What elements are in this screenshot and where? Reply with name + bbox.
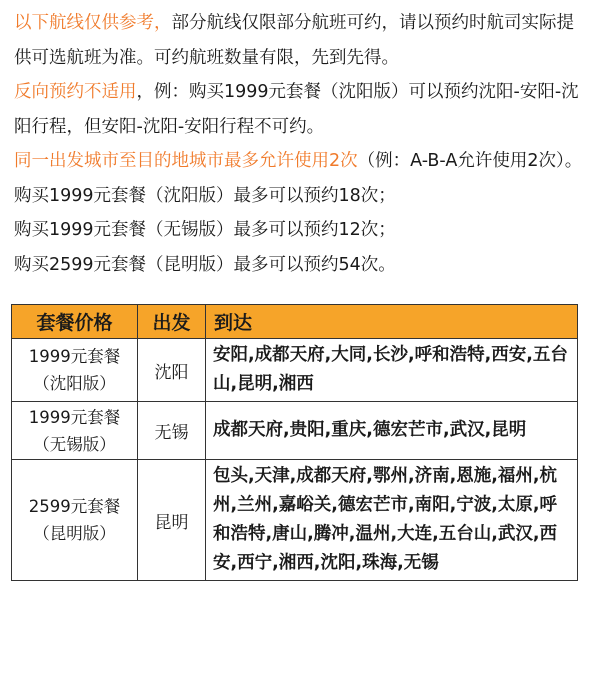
package-edition: （沈阳版） — [33, 374, 116, 393]
package-price-cell — [12, 402, 138, 460]
note-max-two-uses — [14, 144, 586, 179]
note-text: （例：A-B-A允许使用2次）。 — [357, 151, 583, 171]
note-text: 购买2599元套餐（昆明版）最多可以预约54次。 — [14, 254, 396, 275]
note-shenyang-limit — [14, 179, 586, 214]
note-kunming-limit — [14, 248, 586, 283]
booking-notes — [0, 0, 600, 282]
note-text: 购买1999元套餐（无锡版）最多可以预约12次； — [14, 220, 396, 240]
header-price: 套餐价格 — [12, 305, 138, 339]
table-row — [12, 402, 578, 460]
header-destination: 到达 — [206, 305, 578, 339]
note-highlight: 反向预约不适用 — [14, 82, 137, 102]
note-highlight: 以下航线仅供参考， — [14, 13, 172, 33]
destination-list: 成都天府,贵阳,重庆,德宏芒市,武汉,昆明 — [206, 402, 578, 460]
note-text: 部分航线仅限部分航班可约，请以预约时航司实际提供可选航班为准。可约航班数量有限，先到先得。 — [14, 13, 574, 68]
package-price: 1999元套餐 — [28, 347, 121, 366]
note-highlight: 同一出发城市至目的地城市最多允许使用2次 — [14, 151, 358, 171]
destination-list: 包头,天津,成都天府,鄂州,济南,恩施,福州,杭州,兰州,嘉峪关,德宏芒市,南阳,宁波,太原,呼和浩特,唐山,腾冲,温州,大连,五台山,武汉,西安,西宁,湘西,沈阳,珠海,无锡 — [206, 460, 578, 581]
spacer — [0, 282, 600, 304]
table-row — [12, 339, 578, 402]
note-wuxi-limit — [14, 213, 586, 248]
departure-city: 沈阳 — [138, 339, 206, 402]
note-text: ，例：购买1999元套餐（沈阳版）可以预约沈阳-安阳-沈阳行程，但安阳-沈阳-安阳行程不可约。 — [14, 82, 579, 137]
note-no-reverse — [14, 75, 586, 144]
departure-city: 昆明 — [138, 460, 206, 581]
departure-city: 无锡 — [138, 402, 206, 460]
table-row — [12, 460, 578, 581]
table-header-row — [12, 305, 578, 339]
destination-list: 安阳,成都天府,大同,长沙,呼和浩特,西安,五台山,昆明,湘西 — [206, 339, 578, 402]
package-price-cell — [12, 339, 138, 402]
package-edition: （昆明版） — [33, 524, 116, 543]
package-edition: （无锡版） — [33, 434, 116, 454]
note-text: 购买1999元套餐（沈阳版）最多可以预约18次； — [14, 185, 396, 206]
package-price-cell — [12, 460, 138, 581]
package-route-table — [11, 304, 578, 581]
note-reference-only — [14, 6, 586, 75]
package-price: 2599元套餐 — [28, 497, 121, 516]
header-departure: 出发 — [138, 305, 206, 339]
package-price: 1999元套餐 — [28, 407, 121, 427]
